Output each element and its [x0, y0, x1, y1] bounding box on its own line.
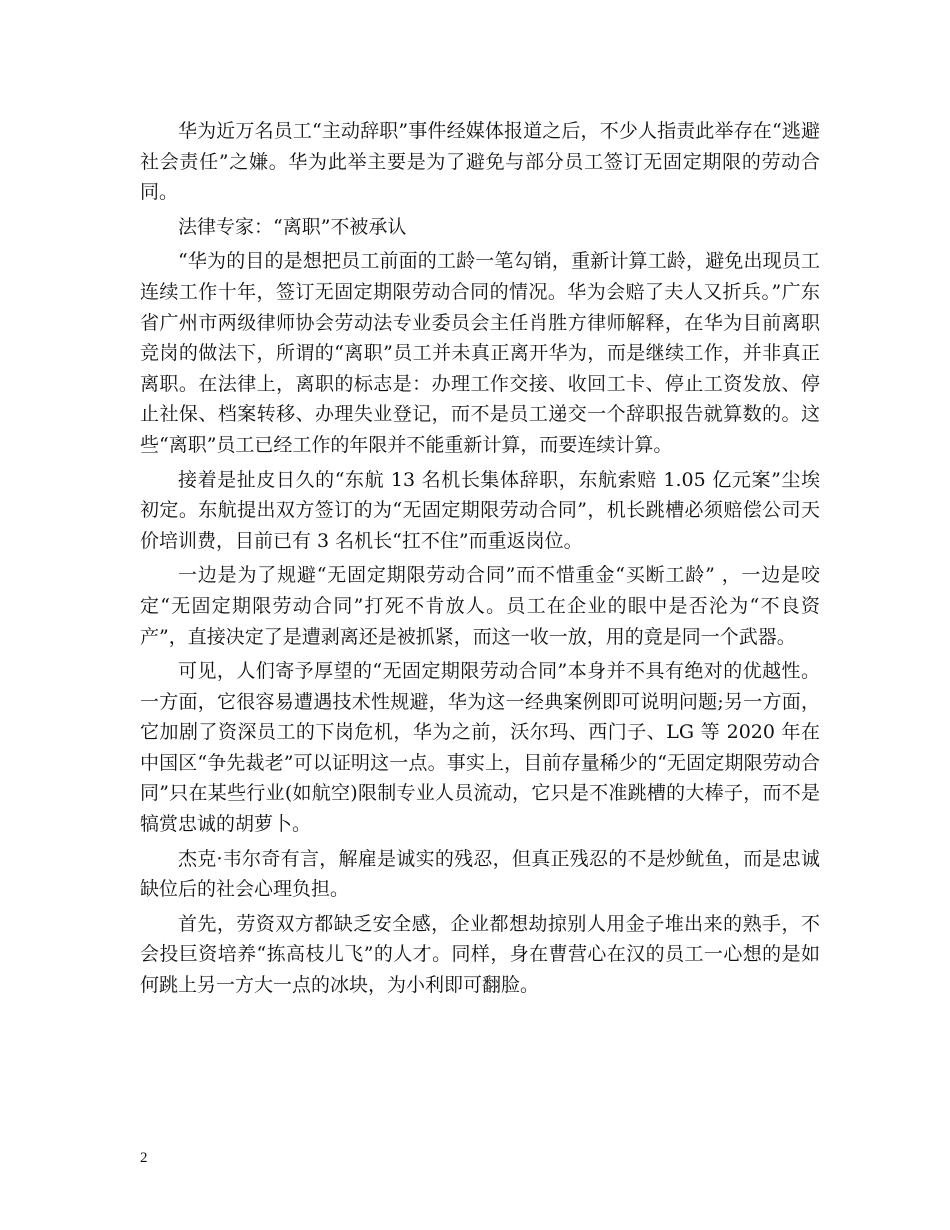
paragraph-analysis: 可见，人们寄予厚望的“无固定期限劳动合同”本身并不具有绝对的优越性。一方面，它很容易遭遇技术性规避，华为这一经典案例即可说明问题;另一方面，它加剧了资深员工的下岗危机，华为之前，沃尔玛、西门子、LG 等 2020 年在中国区“争先裁老”可以证明这一点。事实上，目前存量稀少的“无固定期限劳动合同”只在某些行业(如航空)限制专业人员流动，它只是不准跳槽的大棒子，而不是犒赏忠诚的胡萝卜。: [140, 660, 820, 836]
page-number: 2: [140, 1150, 148, 1166]
paragraph-intro: 华为近万名员工“主动辞职”事件经媒体报道之后，不少人指责此举存在“逃避社会责任”之嫌。华为此举主要是为了避免与部分员工签订无固定期限的劳动合同。: [140, 120, 820, 204]
section-heading: 法律专家：“离职”不被承认: [178, 215, 407, 238]
document-body: [140, 116, 820, 1005]
paragraph-lawyer-quote: “华为的目的是想把员工前面的工龄一笔勾销，重新计算工龄，避免出现员工连续工作十年，签订无固定期限劳动合同的情况。华为会赔了夫人又折兵。”广东省广州市两级律师协会劳动法专业委员会主任肖胜方律师解释，在华为目前离职竞岗的做法下，所谓的“离职”员工并未真正离开华为，而是继续工作，并非真正离职。在法律上，离职的标志是：办理工作交接、收回工卡、停止工资发放、停止社保、档案转移、办理失业登记，而不是员工递交一个辞职报告就算数的。这些“离职”员工已经工作的年限并不能重新计算，而要连续计算。: [140, 250, 820, 456]
paragraph-contrast: 一边是为了规避“无固定期限劳动合同”而不惜重金“买断工龄” ，一边是咬定“无固定期限劳动合同”打死不肯放人。员工在企业的眼中是否沦为“不良资产”，直接决定了是遭剥离还是被抓紧，而这一收一放，用的竟是同一个武器。: [140, 564, 820, 648]
paragraph-jack-welch: 杰克·韦尔奇有言，解雇是诚实的残忍，但真正残忍的不是炒鱿鱼，而是忠诚缺位后的社会心理负担。: [140, 847, 820, 901]
paragraph-first-point: 首先，劳资双方都缺乏安全感，企业都想劫掠别人用金子堆出来的熟手，不会投巨资培养“拣高枝儿飞”的人才。同样，身在曹营心在汉的员工一心想的是如何跳上另一方大一点的冰块，为小利即可翻脸。: [140, 912, 820, 997]
paragraph-eastern-airlines: 接着是扯皮日久的“东航 13 名机长集体辞职，东航索赔 1.05 亿元案”尘埃初定。东航提出双方签订的为“无固定期限劳动合同”，机长跳槽必须赔偿公司天价培训费，目前已有 3 名机长“扛不住”而重返岗位。: [140, 468, 820, 552]
